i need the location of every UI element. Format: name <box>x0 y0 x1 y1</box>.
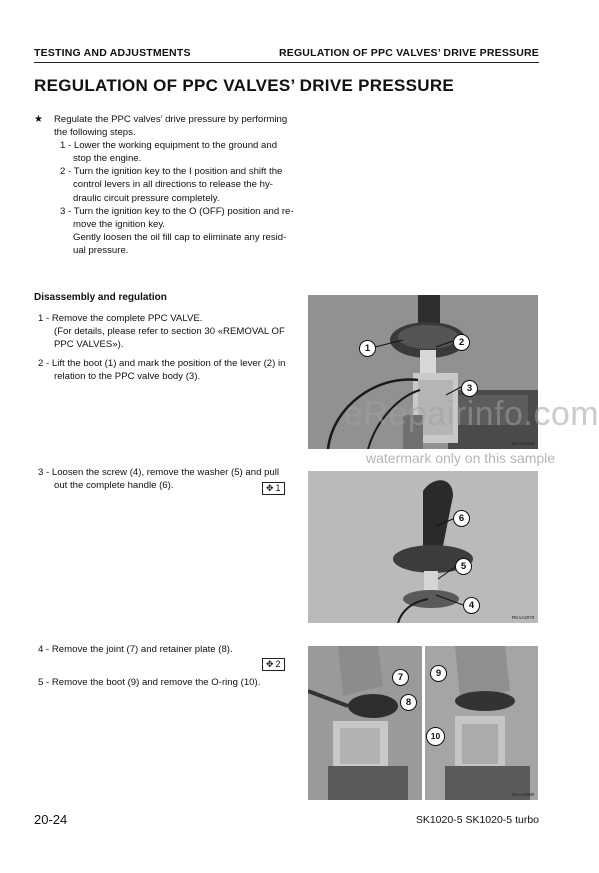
leader-lines-fig2 <box>308 471 538 623</box>
intro-step-3-cont: move the ignition key. <box>73 218 166 230</box>
callout-7: 7 <box>392 669 409 686</box>
callout-6: 6 <box>453 510 470 527</box>
reference-box-2 <box>262 658 285 671</box>
callout-8: 8 <box>400 694 417 711</box>
step-1: 1 - Remove the complete PPC VALVE. <box>38 313 203 324</box>
callout-9: 9 <box>430 665 447 682</box>
reference-icon: ✥ <box>266 483 274 493</box>
intro-step-3-cont: ual pressure. <box>73 244 129 256</box>
step-2-cont: relation to the PPC valve body (3). <box>54 371 201 383</box>
reference-number: 2 <box>275 659 281 669</box>
disassembly-step-3 <box>38 466 296 492</box>
reference-number: 1 <box>275 483 281 493</box>
callout-3: 3 <box>461 380 478 397</box>
intro-block <box>34 113 296 257</box>
reference-box-1 <box>262 482 285 495</box>
intro-lead-line: Regulate the PPC valves’ drive pressure by performing <box>54 114 288 125</box>
step-2: 2 - Lift the boot (1) and mark the position of the lever (2) in <box>38 358 286 370</box>
step-3-cont: out the complete handle (6). <box>54 480 174 492</box>
disassembly-steps-4-5 <box>38 643 296 689</box>
page-title: REGULATION OF PPC VALVES’ DRIVE PRESSURE <box>34 76 455 95</box>
callout-10: 10 <box>426 727 445 746</box>
intro-step-3: 3 - Turn the ignition key to the O (OFF) position and re- <box>60 205 294 217</box>
step-4: 4 - Remove the joint (7) and retainer plate (8). <box>38 644 233 655</box>
model-designation: SK1020-5 SK1020-5 turbo <box>415 814 539 826</box>
running-header-right: REGULATION OF PPC VALVES’ DRIVE PRESSURE <box>278 47 539 59</box>
star-icon: ★ <box>34 114 43 125</box>
step-3: 3 - Loosen the screw (4), remove the washer (5) and pull <box>38 467 280 478</box>
intro-step-3-cont: Gently loosen the oil fill cap to eliminate any resid- <box>73 231 287 243</box>
intro-lead-line: the following steps. <box>54 127 136 139</box>
header-rule <box>34 62 539 63</box>
page-number: 20-24 <box>34 812 68 827</box>
figure-joint-removal <box>308 646 422 800</box>
reference-icon: ✥ <box>266 659 274 669</box>
step-1-cont: PPC VALVES»). <box>54 339 124 351</box>
watermark-brand: eRepairinfo.com <box>344 395 599 433</box>
intro-step-1-cont: stop the engine. <box>73 153 142 165</box>
joint-photo <box>308 646 422 800</box>
callout-1: 1 <box>359 340 376 357</box>
callout-4: 4 <box>463 597 480 614</box>
callout-5: 5 <box>455 558 472 575</box>
intro-step-1: 1 - Lower the working equipment to the ground and <box>60 140 278 152</box>
callout-2: 2 <box>453 334 470 351</box>
intro-step-2-cont: control levers in all directions to release the hy- <box>73 179 273 191</box>
section-heading: Disassembly and regulation <box>34 292 167 303</box>
intro-step-2-cont: draulic circuit pressure completely. <box>73 192 220 204</box>
intro-step-2: 2 - Turn the ignition key to the I position and shift the <box>60 166 283 178</box>
figure-id-3: RKAA2080 <box>512 792 535 797</box>
watermark-note: watermark only on this sample <box>366 450 556 466</box>
running-header-left: TESTING AND ADJUSTMENTS <box>34 47 191 59</box>
disassembly-steps-1-2 <box>38 312 296 383</box>
figure-id-2: RKAA2070 <box>512 615 535 620</box>
figure-id-1: RKAA2060 <box>512 441 535 446</box>
step-5: 5 - Remove the boot (9) and remove the O-ring (10). <box>38 677 261 689</box>
step-1-cont: (For details, please refer to section 30 «REMOVAL OF <box>54 326 285 338</box>
